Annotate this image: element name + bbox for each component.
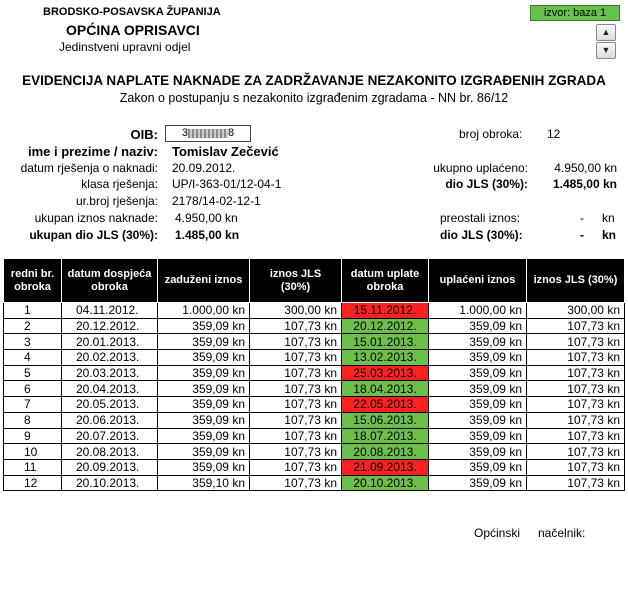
cell-payment-date: 25.03.2013.: [342, 365, 429, 381]
cell-paid-amount: 359,09 kn: [429, 444, 527, 460]
cell-charged-amount: 359,09 kn: [158, 365, 250, 381]
table-row: [4, 412, 625, 428]
cell-payment-date: 20.08.2013.: [342, 444, 429, 460]
cell-paid-jls: 107,73 kn: [527, 365, 625, 381]
cell-paid-jls: 107,73 kn: [527, 475, 625, 491]
cell-due-date: 20.08.2013.: [62, 444, 158, 460]
cell-paid-amount: 359,09 kn: [429, 459, 527, 475]
cell-paid-amount: 359,09 kn: [429, 428, 527, 444]
cell-charged-amount: 359,09 kn: [158, 397, 250, 413]
cell-charged-amount: 359,09 kn: [158, 334, 250, 350]
table-row: [4, 318, 625, 334]
cell-installment-no: 9: [4, 428, 62, 444]
cell-due-date: 20.09.2013.: [62, 459, 158, 475]
paid-jls-value: 1.485,00 kn: [552, 177, 617, 191]
scroll-down-button[interactable]: [596, 42, 616, 59]
cell-due-date: 04.11.2012.: [62, 303, 158, 319]
cell-charged-amount: 359,09 kn: [158, 444, 250, 460]
table-row: [4, 475, 625, 491]
cell-payment-date: 22.05.2013.: [342, 397, 429, 413]
county-name: BRODSKO-POSAVSKA ŽUPANIJA: [43, 6, 221, 18]
installments-table: [3, 258, 625, 491]
cell-payment-date: 15.11.2012.: [342, 303, 429, 319]
reg-number-label: ur.broj rješenja:: [75, 194, 158, 208]
cell-payment-date: 20.10.2013.: [342, 475, 429, 491]
table-row: [4, 334, 625, 350]
oib-label: OIB:: [130, 127, 158, 142]
total-fee-label: ukupan iznos naknade:: [34, 211, 158, 225]
remaining-jls-dash: -: [580, 228, 584, 242]
cell-paid-jls: 107,73 kn: [527, 459, 625, 475]
department-name: Jedinstveni upravni odjel: [59, 40, 191, 54]
cell-paid-jls: 107,73 kn: [527, 444, 625, 460]
cell-paid-jls: 107,73 kn: [527, 334, 625, 350]
remaining-unit: kn: [602, 211, 615, 225]
cell-jls-amount: 107,73 kn: [250, 381, 342, 397]
cell-paid-amount: 359,09 kn: [429, 365, 527, 381]
remaining-label: preostali iznos:: [440, 211, 521, 225]
table-row: [4, 397, 625, 413]
cell-charged-amount: 359,09 kn: [158, 381, 250, 397]
table-row: [4, 303, 625, 319]
cell-installment-no: 2: [4, 318, 62, 334]
oib-redacted: [188, 129, 228, 138]
cell-due-date: 20.01.2013.: [62, 334, 158, 350]
table-row: [4, 428, 625, 444]
cell-jls-amount: 107,73 kn: [250, 412, 342, 428]
installments-label: broj obroka:: [459, 127, 523, 141]
header-payment-date: datum uplate obroka: [342, 259, 429, 303]
cell-payment-date: 20.12.2012.: [342, 318, 429, 334]
cell-payment-date: 13.02.2013.: [342, 350, 429, 366]
oib-field: [165, 125, 251, 142]
cell-charged-amount: 359,09 kn: [158, 459, 250, 475]
cell-payment-date: 21.09.2013.: [342, 459, 429, 475]
municipality-name: OPĆINA OPRISAVCI: [66, 22, 200, 38]
header-installment-no: redni br. obroka: [4, 259, 62, 303]
cell-paid-jls: 107,73 kn: [527, 318, 625, 334]
oib-suffix: 8: [228, 127, 235, 139]
reg-number-value: 2178/14-02-12-1: [172, 194, 261, 208]
cell-due-date: 20.12.2012.: [62, 318, 158, 334]
cell-installment-no: 6: [4, 381, 62, 397]
class-label: klasa rješenja:: [81, 177, 158, 191]
installments-value: 12: [547, 127, 561, 141]
total-jls-label: ukupan dio JLS (30%):: [29, 228, 158, 242]
cell-charged-amount: 359,09 kn: [158, 412, 250, 428]
table-row: [4, 381, 625, 397]
signature-label-mayor: načelnik:: [538, 526, 586, 540]
cell-due-date: 20.07.2013.: [62, 428, 158, 444]
cell-jls-amount: 107,73 kn: [250, 397, 342, 413]
cell-charged-amount: 359,10 kn: [158, 475, 250, 491]
header-paid-amount: uplaćeni iznos: [429, 259, 527, 303]
cell-payment-date: 18.04.2013.: [342, 381, 429, 397]
table-row: [4, 350, 625, 366]
cell-installment-no: 7: [4, 397, 62, 413]
cell-paid-jls: 107,73 kn: [527, 397, 625, 413]
cell-jls-amount: 107,73 kn: [250, 318, 342, 334]
cell-paid-amount: 359,09 kn: [429, 350, 527, 366]
cell-payment-date: 18.07.2013.: [342, 428, 429, 444]
cell-jls-amount: 300,00 kn: [250, 303, 342, 319]
table-header-row: [4, 259, 625, 303]
cell-paid-jls: 107,73 kn: [527, 381, 625, 397]
table-row: [4, 459, 625, 475]
cell-charged-amount: 1.000,00 kn: [158, 303, 250, 319]
cell-paid-jls: 107,73 kn: [527, 350, 625, 366]
cell-installment-no: 12: [4, 475, 62, 491]
cell-paid-amount: 359,09 kn: [429, 397, 527, 413]
cell-installment-no: 1: [4, 303, 62, 319]
cell-jls-amount: 107,73 kn: [250, 459, 342, 475]
header-jls-amount: iznos JLS (30%): [250, 259, 342, 303]
cell-due-date: 20.06.2013.: [62, 412, 158, 428]
cell-due-date: 20.05.2013.: [62, 397, 158, 413]
signature-label-municipal: Općinski: [474, 526, 521, 540]
table-row: [4, 365, 625, 381]
scroll-up-button[interactable]: [596, 24, 616, 41]
cell-installment-no: 5: [4, 365, 62, 381]
cell-installment-no: 10: [4, 444, 62, 460]
cell-charged-amount: 359,09 kn: [158, 350, 250, 366]
decision-date-label: datum rješenja o naknadi:: [20, 161, 158, 175]
cell-paid-jls: 300,00 kn: [527, 303, 625, 319]
cell-charged-amount: 359,09 kn: [158, 428, 250, 444]
name-label: ime i prezime / naziv:: [27, 144, 158, 159]
cell-payment-date: 15.06.2013.: [342, 412, 429, 428]
remaining-dash: -: [580, 211, 584, 225]
cell-jls-amount: 107,73 kn: [250, 365, 342, 381]
cell-jls-amount: 107,73 kn: [250, 475, 342, 491]
header-paid-jls: iznos JLS (30%): [527, 259, 625, 303]
total-paid-label: ukupno uplaćeno:: [433, 161, 528, 175]
cell-paid-amount: 359,09 kn: [429, 412, 527, 428]
cell-installment-no: 4: [4, 350, 62, 366]
cell-jls-amount: 107,73 kn: [250, 350, 342, 366]
cell-jls-amount: 107,73 kn: [250, 334, 342, 350]
paid-jls-label: dio JLS (30%):: [445, 177, 528, 191]
cell-due-date: 20.10.2013.: [62, 475, 158, 491]
cell-paid-amount: 359,09 kn: [429, 475, 527, 491]
cell-jls-amount: 107,73 kn: [250, 444, 342, 460]
cell-paid-amount: 359,09 kn: [429, 334, 527, 350]
cell-paid-amount: 359,09 kn: [429, 381, 527, 397]
cell-payment-date: 15.01.2013.: [342, 334, 429, 350]
table-row: [4, 444, 625, 460]
cell-charged-amount: 359,09 kn: [158, 318, 250, 334]
triangle-up-icon: ▲: [601, 27, 611, 37]
cell-paid-jls: 107,73 kn: [527, 412, 625, 428]
class-value: UP/I-363-01/12-04-1: [172, 177, 282, 191]
cell-paid-amount: 359,09 kn: [429, 318, 527, 334]
oib-prefix: 3: [181, 127, 188, 139]
cell-due-date: 20.04.2013.: [62, 381, 158, 397]
name-value: Tomislav Zečević: [172, 144, 279, 159]
header-due-date: datum dospjeća obroka: [62, 259, 158, 303]
cell-installment-no: 11: [4, 459, 62, 475]
total-paid-value: 4.950,00 kn: [554, 161, 617, 175]
remaining-jls-label: dio JLS (30%):: [440, 228, 523, 242]
remaining-jls-unit: kn: [602, 228, 617, 242]
total-jls-value: 1.485,00 kn: [175, 228, 240, 242]
decision-date-value: 20.09.2012.: [172, 161, 236, 175]
cell-due-date: 20.03.2013.: [62, 365, 158, 381]
cell-installment-no: 8: [4, 412, 62, 428]
triangle-down-icon: ▼: [601, 45, 611, 55]
cell-due-date: 20.02.2013.: [62, 350, 158, 366]
document-title: EVIDENCIJA NAPLATE NAKNADE ZA ZADRŽAVANJE NEZAKONITO IZGRAĐENIH ZGRADA: [22, 73, 606, 88]
document-subtitle: Zakon o postupanju s nezakonito izgrađenim zgradama - NN br. 86/12: [119, 91, 509, 105]
cell-paid-amount: 1.000,00 kn: [429, 303, 527, 319]
cell-paid-jls: 107,73 kn: [527, 428, 625, 444]
total-fee-value: 4.950,00 kn: [175, 211, 238, 225]
source-badge: izvor: baza 1: [530, 5, 620, 21]
header-charged-amount: zaduženi iznos: [158, 259, 250, 303]
cell-installment-no: 3: [4, 334, 62, 350]
cell-jls-amount: 107,73 kn: [250, 428, 342, 444]
